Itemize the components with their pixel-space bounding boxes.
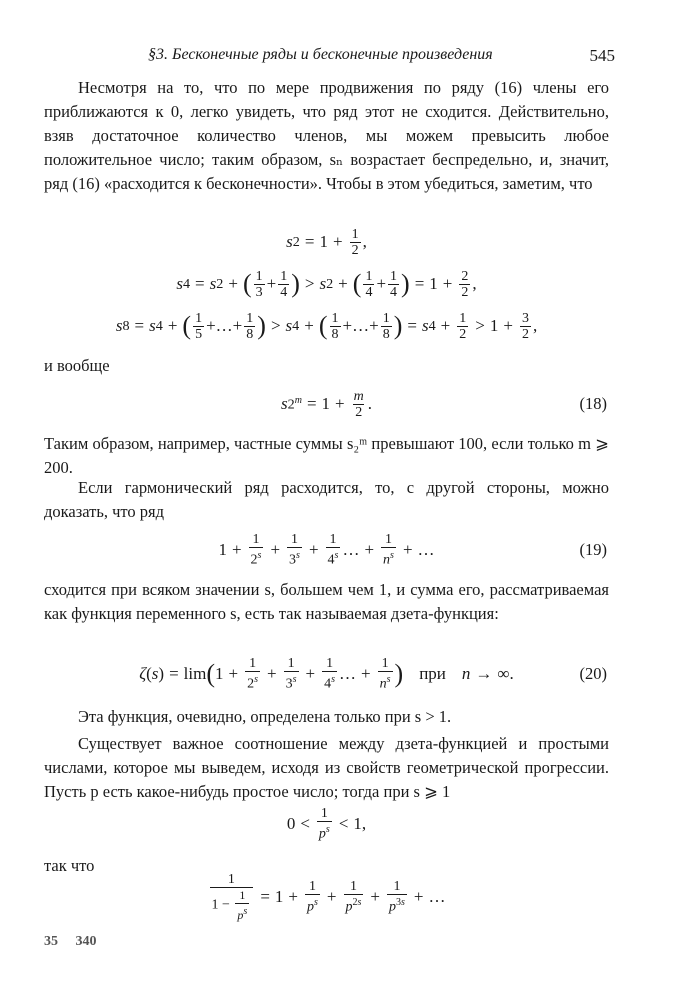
equation-number-18: (18): [579, 394, 607, 413]
and-generally-text: и вообще: [44, 356, 110, 375]
equation-number-19: (19): [579, 540, 607, 559]
paragraph-2: Таким образом, например, частные суммы s₂ᵐ превышают 100, если только m ⩾ 200.: [44, 434, 609, 477]
paragraph-1: Несмотря на то, что по мере продвижения по ряду (16) члены его приближаются к 0, легко увидеть, что ряд этот не сходится. Действительно, взяв достаточное количество членов, мы можем превысить любое положительное число; таким образом, sₙ возрастает беспредельно, и, значит, ряд (16) «расходится к бесконечности». Чтобы в этом убедиться, заметим, что: [44, 78, 609, 193]
equation-19: 1 + $\frac{1}{2^s}$ + $\frac{1}{3^s}$ + $\frac{1}{4^s}$ … + $\frac{1}{n^s}$ + … (19): [218, 532, 607, 568]
equation-inequality: 0 < $\frac{1}{p^s}$ < 1,: [286, 806, 367, 842]
equation-20: ζ ( s ) = lim ( 1 + $\frac{1}{2^s}$ + $\frac{1}{3^s}$ + $\frac{1}{4^s}$ … + $\frac{1}{n^s}$ ) при n → ∞. (20): [139, 656, 607, 692]
equation-s8: s 8 = s 4 + ( $\frac{1}{5}$ +…+ $\frac{1}{8}$ ) > s 4 + ( $\frac{1}{8}$ +…+ $\frac{1}{8}$ ) = s 4 + $\frac{1}{2}$ > 1 + $\frac{3}{2}$ ,: [115, 310, 538, 342]
paragraph-6: Существует важное соотношение между дзета-функцией и простыми числами, которое мы выведем, исходя из свойств геометрической прогрессии. Пусть p есть какое-нибудь простое число; тогда при s ⩾ 1: [44, 734, 609, 801]
equation-s2: s 2 = 1 + $\frac{1}{2}$ ,: [286, 226, 367, 258]
equation-s4: s 4 = s 2 + ( $\frac{1}{3}$ + $\frac{1}{4}$ ) > s 2 + ( $\frac{1}{4}$ + $\frac{1}{4}$ ) = 1 + $\frac{2}{2}$ ,: [176, 268, 477, 300]
pri-word: при: [419, 664, 446, 683]
paragraph-5: Эта функция, очевидно, определена только при s > 1.: [78, 707, 452, 726]
so-that-text: так что: [44, 856, 95, 875]
equation-18: s 2$^m$ = 1 + $\frac{m}{2}$ . (18): [281, 388, 607, 420]
signature-mark: 35 340: [44, 934, 97, 949]
equation-number-20: (20): [579, 664, 607, 683]
paragraph-4: сходится при всяком значении s, большем чем 1, и сумма его, рассматриваемая как функция переменного s, есть так называемая дзета-функция:: [44, 580, 609, 623]
page-number: 545: [589, 46, 615, 65]
running-head: §3. Бесконечные ряды и бесконечные произведения: [148, 46, 493, 63]
paragraph-3: Если гармонический ряд расходится, то, с другой стороны, можно доказать, что ряд: [44, 478, 609, 521]
equation-geometric: 1 1 − $\frac{1}{p^s}$ = 1 + $\frac{1}{p^s}$ + $\frac{1}{p^{2s}}$ + $\frac{1}{p^{3s}}$ + …: [211, 871, 446, 922]
